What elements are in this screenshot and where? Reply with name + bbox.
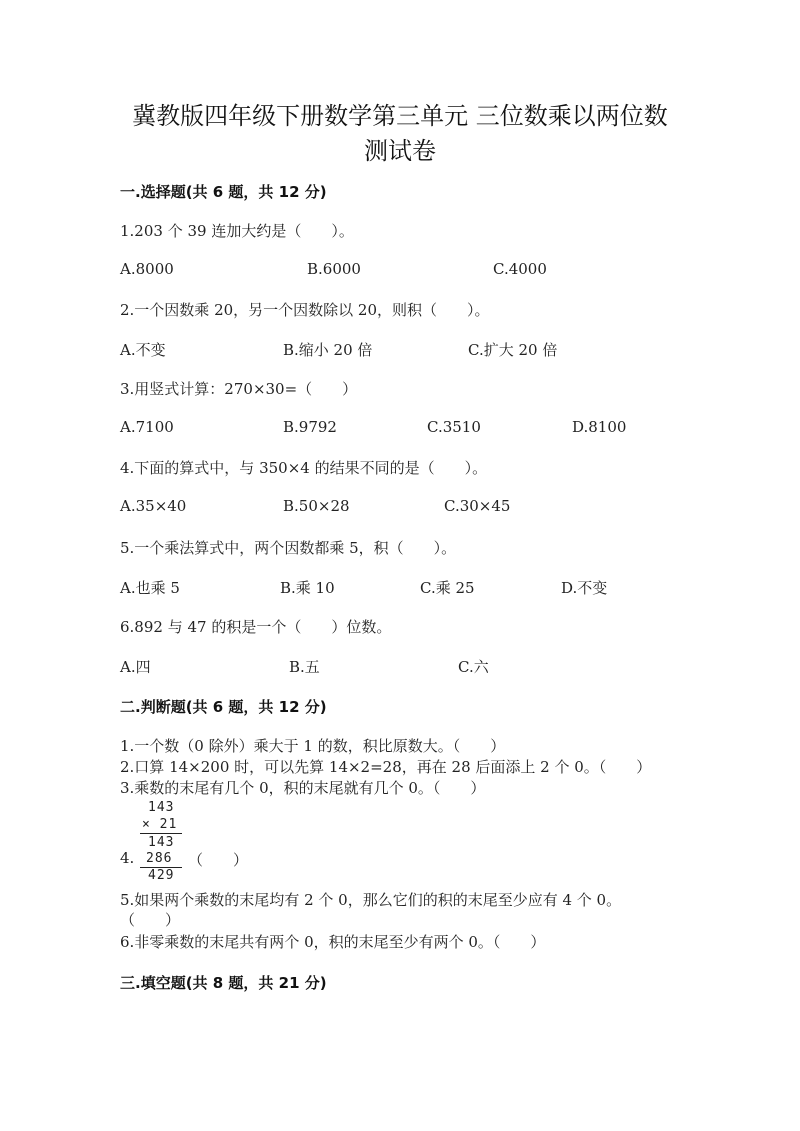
question-2: 2.一个因数乘 20，另一个因数除以 20，则积（ ）。 xyxy=(120,301,490,319)
option-5a: A.也乘 5 xyxy=(120,579,180,597)
option-4b: B.50×28 xyxy=(283,497,350,515)
option-1c: C.4000 xyxy=(493,260,547,278)
option-3b: B.9792 xyxy=(283,418,337,436)
question-3: 3.用竖式计算：270×30=（ ） xyxy=(120,380,358,398)
option-2a: A.不变 xyxy=(120,341,166,359)
question-5: 5.一个乘法算式中，两个因数都乘 5，积（ ）。 xyxy=(120,539,457,557)
judge-item-2: 2.口算 14×200 时，可以先算 14×2=28，再在 28 后面添上 2 个 0。（ ） xyxy=(120,758,652,776)
option-2b: B.缩小 20 倍 xyxy=(283,341,373,359)
judge-item-5-bracket: （ ） xyxy=(120,911,181,929)
section-heading-fill: 三.填空题(共 8 题，共 21 分) xyxy=(120,974,327,992)
calc-partial-2: 286 xyxy=(146,851,173,866)
option-2c: C.扩大 20 倍 xyxy=(468,341,558,359)
judge-item-4-bracket: （ ） xyxy=(188,851,249,869)
question-4: 4.下面的算式中，与 350×4 的结果不同的是（ ）。 xyxy=(120,459,488,477)
option-3a: A.7100 xyxy=(120,418,174,436)
question-1: 1.203 个 39 连加大约是（ ）。 xyxy=(120,222,354,240)
judge-item-3: 3.乘数的末尾有几个 0，积的末尾就有几个 0。（ ） xyxy=(120,779,486,797)
calc-result: 429 xyxy=(148,868,175,883)
judge-item-6: 6.非零乘数的末尾共有两个 0，积的末尾至少有两个 0。（ ） xyxy=(120,933,546,951)
judge-item-1: 1.一个数（0 除外）乘大于 1 的数，积比原数大。（ ） xyxy=(120,737,506,755)
option-6c: C.六 xyxy=(458,658,489,676)
option-4a: A.35×40 xyxy=(120,497,187,515)
option-4c: C.30×45 xyxy=(444,497,511,515)
option-5b: B.乘 10 xyxy=(280,579,335,597)
section-heading-judge: 二.判断题(共 6 题，共 12 分) xyxy=(120,698,327,716)
option-5c: C.乘 25 xyxy=(420,579,475,597)
option-6a: A.四 xyxy=(120,658,151,676)
calc-line-1 xyxy=(140,833,182,834)
option-6b: B.五 xyxy=(289,658,320,676)
page-title-line2: 测试卷 xyxy=(364,137,436,165)
judge-item-4: 4. xyxy=(120,849,135,867)
option-3c: C.3510 xyxy=(427,418,481,436)
option-5d: D.不变 xyxy=(561,579,608,597)
section-heading-choice: 一.选择题(共 6 题，共 12 分) xyxy=(120,183,327,201)
calc-top: 143 xyxy=(148,800,175,815)
option-1b: B.6000 xyxy=(307,260,361,278)
calc-multiplier: × 21 xyxy=(142,817,178,832)
option-3d: D.8100 xyxy=(572,418,627,436)
page-title: 冀教版四年级下册数学第三单元 三位数乘以两位数 xyxy=(132,102,668,130)
calc-partial-1: 143 xyxy=(148,835,175,850)
judge-item-5: 5.如果两个乘数的末尾均有 2 个 0，那么它们的积的末尾至少应有 4 个 0。 xyxy=(120,891,622,909)
question-6: 6.892 与 47 的积是一个（ ）位数。 xyxy=(120,618,392,636)
option-1a: A.8000 xyxy=(120,260,174,278)
